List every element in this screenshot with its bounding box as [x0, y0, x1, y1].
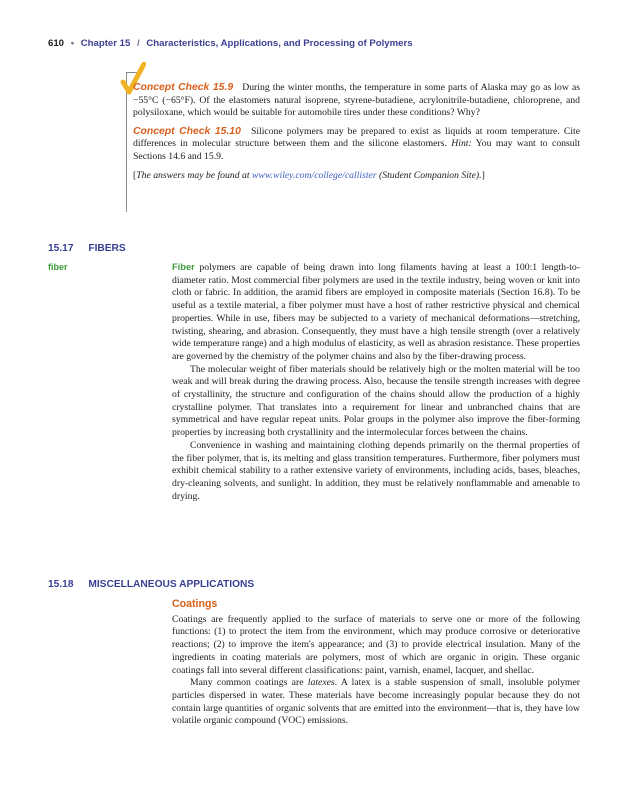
chapter-label: Chapter 15 [80, 38, 131, 49]
concept-check-15-10 [133, 126, 580, 164]
answers-prefix: The answers may be found at [136, 169, 250, 181]
concept-check-question: Silicone polymers may be prepared to exist as liquids at room temperature. Cite differences in molecular structure between them and the silicone elastomers. [133, 125, 581, 150]
section-heading-misc-applications [48, 579, 254, 590]
paragraph: Convenience in washing and maintaining clothing depends primarily on the thermal properties of the fiber polymer, that is, its melting and glass transition temperatures. Furthermore, fiber polymers must exhibit chemical stability to a rather extensive variety of environments, including acids, bases, bleaches, dry-cleaning solvents, and sunlight. In addition, they must be relatively nonflammable and amenable to drying. [172, 439, 580, 502]
italic-term: latexes [307, 677, 335, 689]
paragraph: The molecular weight of fiber materials should be relatively high or the molten material will be too weak and will break during the drawing process. Also, because the tensile strength increases with degree of crystallinity, the structure and configuration of the chains should allow the production of a highly crystalline polymer. That translates into a requirement for linear and unbranched chains that are symmetrical and have regular repeat units. Polar groups in the polymer also improve the fiber-forming properties by increasing both crystallinity and the intermolecular forces between the chains. [172, 363, 580, 439]
concept-check-question: During the winter months, the temperature in some parts of Alaska may go as low as −55°C (−65°F). Of the elastomers natural isoprene, styrene-butadiene, acrylonitrile-butadiene, chloroprene, and polysiloxane, which would be suitable for automobile tires under these conditions? Why? [133, 82, 581, 119]
answers-close-bracket: ] [481, 169, 485, 181]
concept-check-text [133, 82, 580, 188]
page-number: 610 [48, 38, 65, 49]
hint-label: Hint: [451, 138, 472, 150]
running-header [48, 38, 608, 49]
answers-note [133, 170, 580, 183]
header-slash: / [136, 38, 140, 49]
section-number: 15.18 [48, 579, 74, 590]
concept-check-box [116, 62, 580, 217]
paragraph-text: . A latex is a stable suspension of small, insoluble polymer particles dispersed in water. These materials have become increasingly popular because they do not contain large quantities of organic solvents that are emitted into the environment—that is, they have low volatile organic compound (VOC) emissions. [172, 677, 580, 727]
margin-glossary-term: fiber [48, 262, 68, 272]
paragraph [172, 261, 580, 364]
paragraph: Coatings are frequently applied to the surface of materials to serve one or more of the following functions: (1) to protect the item from the environment, which may produce corrosive or deteriorative reactions; (2) to improve the item's appearance; and (3) to provide electrical insulation. Many of the ingredients in coating materials are polymers, most of which are organic in origin. These organic coatings fall into several different classifications: paint, varnish, enamel, lacquer, and shellac. [172, 613, 580, 676]
answers-link[interactable]: www.wiley.com/college/callister [251, 169, 377, 181]
section-number: 15.17 [48, 243, 74, 254]
chapter-title: Characteristics, Applications, and Processing of Polymers [146, 38, 413, 49]
paragraph-text: polymers are capable of being drawn into long filaments having at least a 100:1 length-to-diameter ratio. Most commercial fiber polymers are used in the textile industry, being woven or knit into cloth or fabric. In addition, the aramid fibers are employed in composite materials (Section 16.8). To be useful as a textile material, a fiber polymer must have a host of rather restrictive physical and chemical properties. While in use, fibers may be subjected to a variety of mechanical deformations—stretching, twisting, shearing, and abrasion. Consequently, they must have a high tensile strength (over a relatively wide temperature range) and a high modulus of elasticity, as well as abrasion resistance. These properties are governed by the chemistry of the polymer chains and also by the fiber-drawing process. [172, 262, 581, 362]
header-bullet: • [70, 38, 75, 49]
concept-check-label: Concept Check 15.9 [133, 82, 234, 93]
fibers-body [172, 261, 580, 503]
section-title: FIBERS [88, 243, 126, 254]
concept-check-15-9 [133, 82, 580, 120]
subheading-coatings: Coatings [172, 598, 218, 610]
section-title: MISCELLANEOUS APPLICATIONS [88, 579, 255, 590]
section-heading-fibers [48, 243, 126, 254]
hint-text: You may want to consult Sections 14.6 and 15.9. [133, 138, 581, 162]
paragraph [172, 677, 580, 728]
coatings-body [172, 598, 580, 728]
answers-open-bracket: [ [133, 169, 137, 181]
key-term: Fiber [172, 262, 195, 272]
answers-suffix: (Student Companion Site). [379, 169, 482, 181]
paragraph-text: Many common coatings are [190, 677, 304, 689]
concept-check-label: Concept Check 15.10 [133, 125, 241, 137]
